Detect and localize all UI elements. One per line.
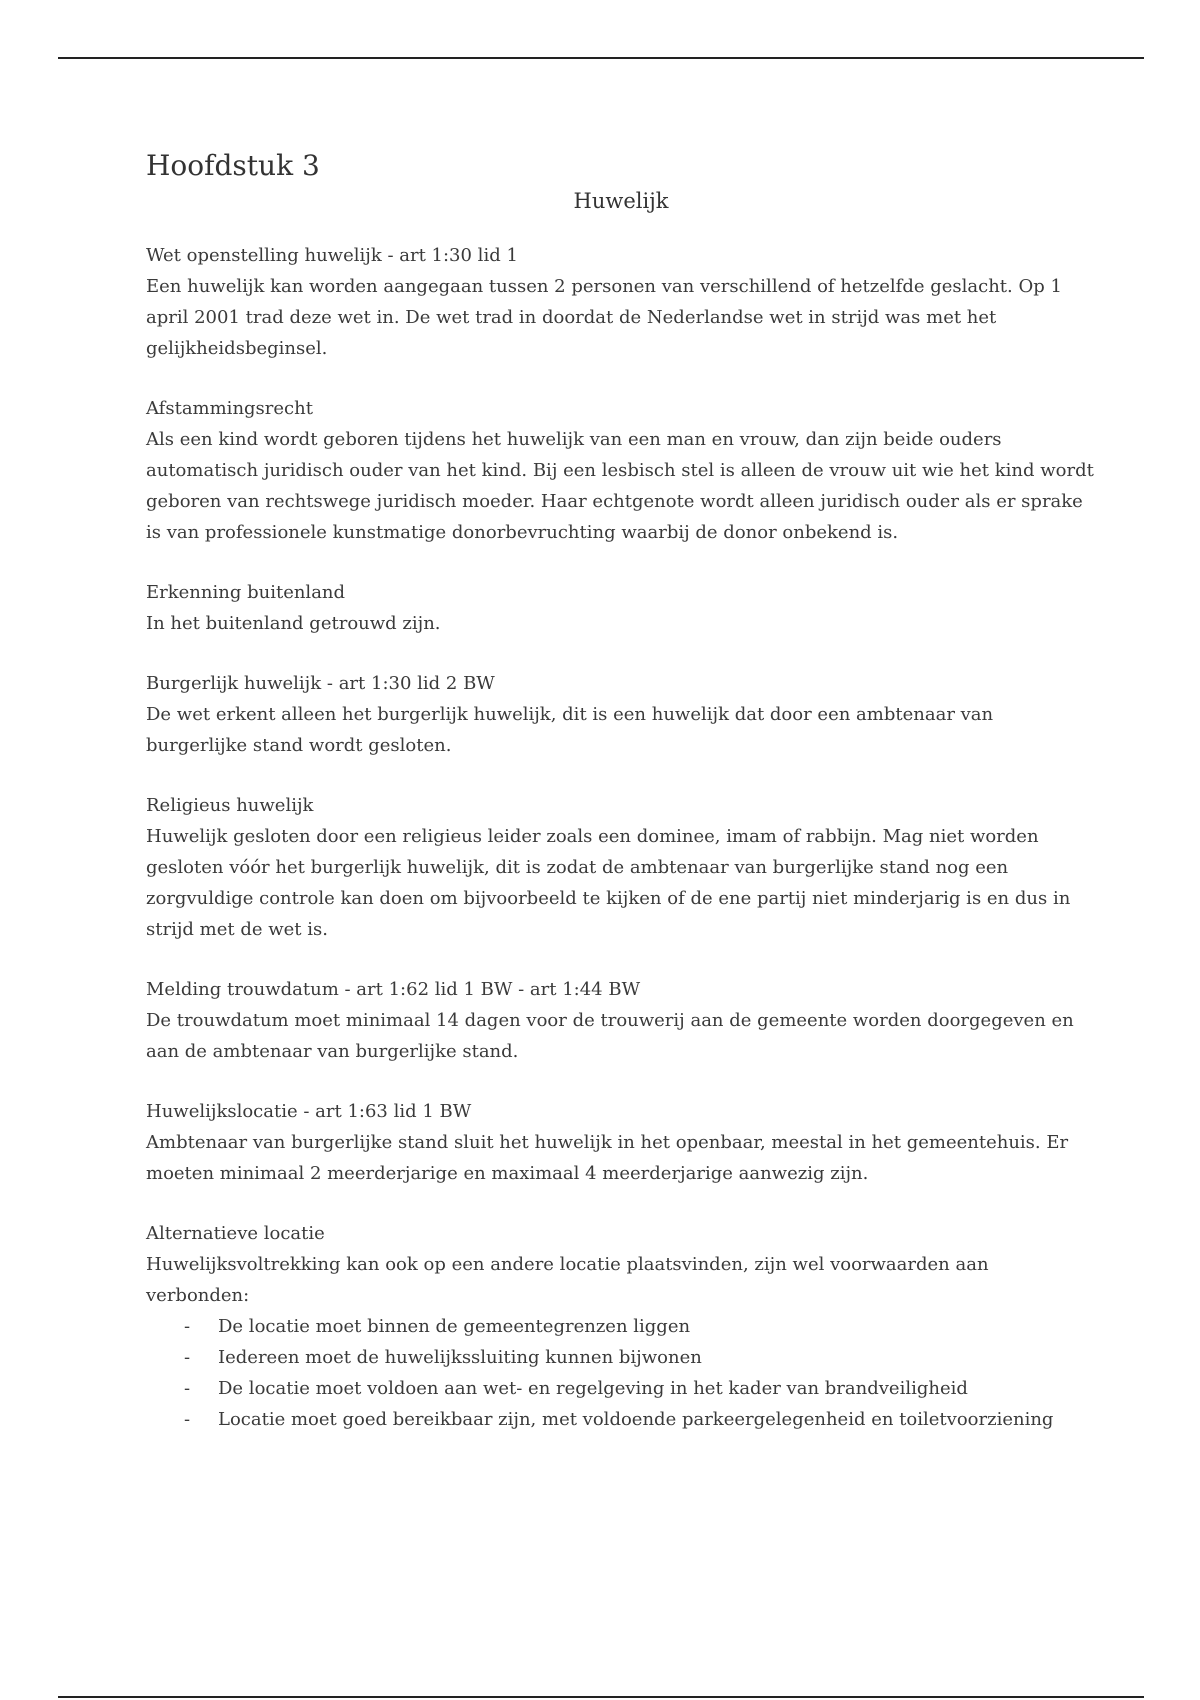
bullet-dash: - [184,1316,191,1337]
section-heading: Alternatieve locatie [146,1223,325,1244]
bottom-rule [58,1696,1144,1698]
page-title: Huwelijk [573,189,669,213]
section-body: In het buitenland getrouwd zijn. [146,613,441,634]
section-body: Een huwelijk kan worden aangegaan tussen 2 personen van verschillend of hetzelfde geslacht. Op 1 april 2001 trad deze wet in. De wet trad in doordat de Nederlandse wet in strijd was met het gelijkheidsbeginsel. [146,276,1062,359]
bullet-text: De locatie moet voldoen aan wet- en regelgeving in het kader van brandveiligheid [218,1378,968,1399]
section-heading: Melding trouwdatum - art 1:62 lid 1 BW - art 1:44 BW [146,979,641,1000]
section-heading: Afstammingsrecht [146,398,313,419]
section-wet-openstelling [146,240,1096,364]
section-religieus-huwelijk [146,790,1096,945]
bullet-dash: - [184,1347,191,1368]
section-huwelijkslocatie [146,1096,1096,1189]
bullet-item [146,1342,1096,1373]
section-body: Huwelijk gesloten door een religieus leider zoals een dominee, imam of rabbijn. Mag niet worden gesloten vóór het burgerlijk huwelijk, dit is zodat de ambtenaar van burgerlijke stand nog een zorgvuldige controle kan doen om bijvoorbeeld te kijken of de ene partij niet minderjarig is en dus in strijd met de wet is. [146,826,1071,940]
bullet-dash: - [184,1378,191,1399]
document-content [146,146,1096,1464]
section-body: Ambtenaar van burgerlijke stand sluit het huwelijk in het openbaar, meestal in het gemeentehuis. Er moeten minimaal 2 meerderjarige en maximaal 4 meerderjarige aanwezig zijn. [146,1132,1069,1184]
bullet-text: Locatie moet goed bereikbaar zijn, met voldoende parkeergelegenheid en toiletvoorziening [218,1409,1054,1430]
section-heading: Erkenning buitenland [146,582,346,603]
bullet-item [146,1373,1096,1404]
section-body: Als een kind wordt geboren tijdens het huwelijk van een man en vrouw, dan zijn beide ouders automatisch juridisch ouder van het kind. Bij een lesbisch stel is alleen de vrouw uit wie het kind wordt geboren van rechtswege juridisch moeder. Haar echtgenote wordt alleen juridisch ouder als er sprake is van professionele kunstmatige donorbevruchting waarbij de donor onbekend is. [146,429,1094,543]
section-body: De wet erkent alleen het burgerlijk huwelijk, dit is een huwelijk dat door een ambtenaar van burgerlijke stand wordt gesloten. [146,704,994,756]
section-body: De trouwdatum moet minimaal 14 dagen voor de trouwerij aan de gemeente worden doorgegeven en aan de ambtenaar van burgerlijke stand. [146,1010,1074,1062]
chapter-title: Hoofdstuk 3 [146,149,320,182]
section-alternatieve-locatie [146,1218,1096,1435]
top-rule [58,57,1144,59]
section-heading: Wet openstelling huwelijk - art 1:30 lid 1 [146,245,518,266]
bullet-list [146,1311,1096,1435]
bullet-text: De locatie moet binnen de gemeentegrenzen liggen [218,1316,691,1337]
section-burgerlijk-huwelijk [146,668,1096,761]
section-erkenning-buitenland [146,577,1096,639]
section-heading: Religieus huwelijk [146,795,314,816]
section-heading: Burgerlijk huwelijk - art 1:30 lid 2 BW [146,673,495,694]
bullet-item [146,1404,1096,1435]
bullet-dash: - [184,1409,191,1430]
section-body: Huwelijksvoltrekking kan ook op een andere locatie plaatsvinden, zijn wel voorwaarden aan verbonden: [146,1254,989,1306]
section-afstammingsrecht [146,393,1096,548]
bullet-item [146,1311,1096,1342]
section-heading: Huwelijkslocatie - art 1:63 lid 1 BW [146,1101,472,1122]
bullet-text: Iedereen moet de huwelijkssluiting kunnen bijwonen [218,1347,702,1368]
section-melding-trouwdatum [146,974,1096,1067]
